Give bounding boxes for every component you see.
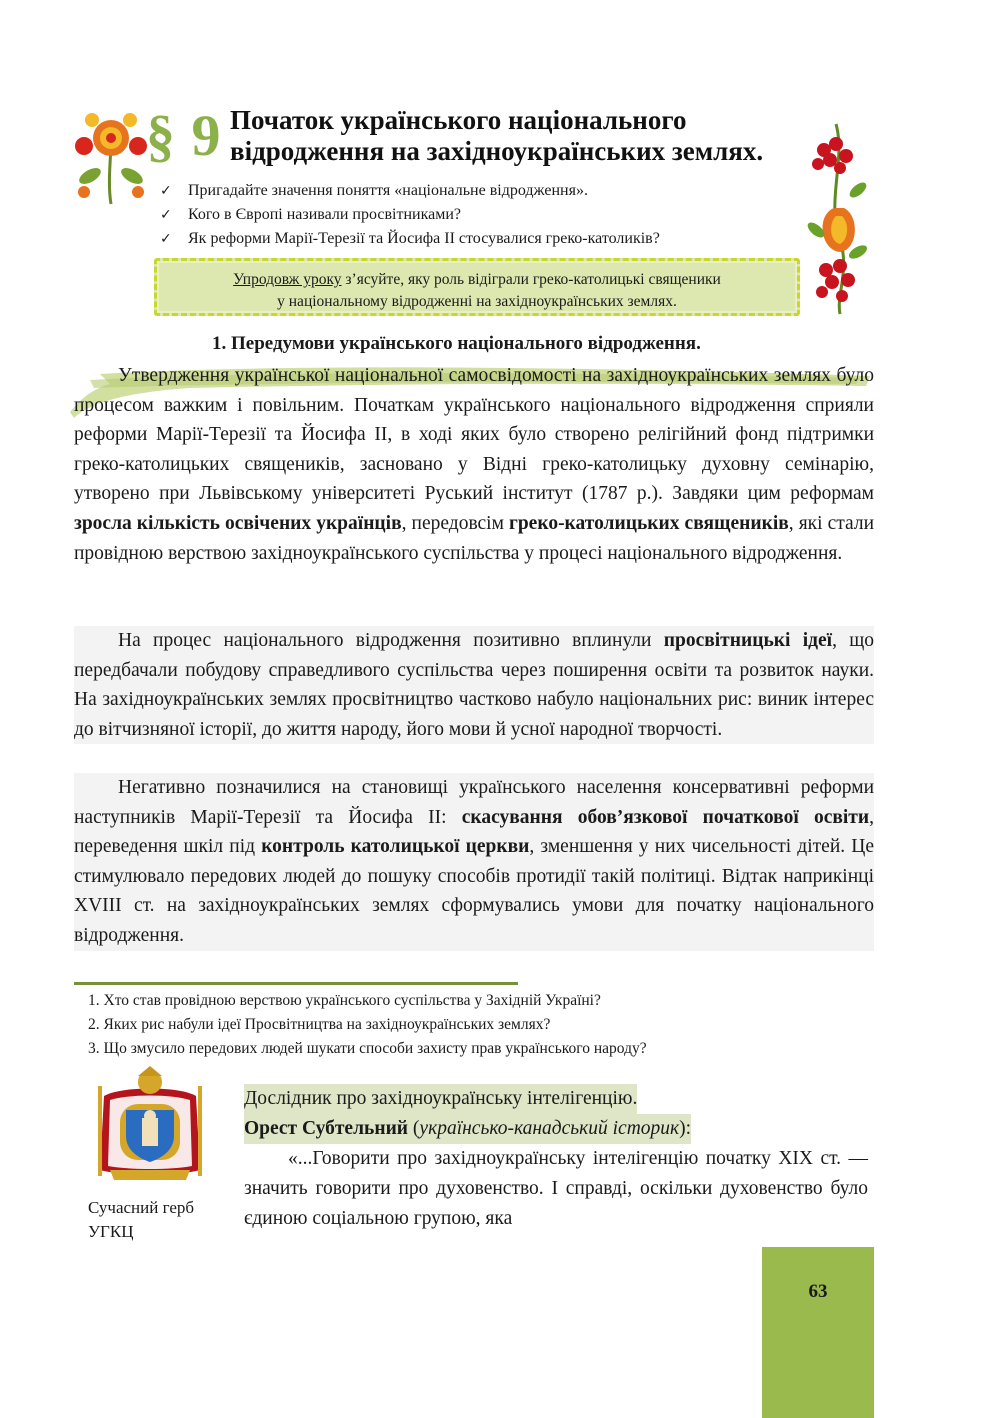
author-role: українсько-канадський історик	[419, 1118, 680, 1139]
title-line-2: відродження на західноукраїнських землях.	[230, 136, 764, 166]
paragraph-number: § 9	[146, 103, 222, 168]
bold-term: скасування обов’язкової початкової освіти	[461, 806, 870, 828]
decorative-flower-ornament	[70, 106, 152, 206]
review-question: 1. Хто став провідною верствою українського суспільства у Західній Україні?	[88, 992, 601, 1009]
paren: ):	[679, 1118, 692, 1139]
image-caption: Сучасний герб УГКЦ	[88, 1198, 195, 1241]
checkmark-icon: ✓	[160, 231, 172, 247]
bold-term: контроль католицької церкви	[261, 836, 530, 858]
recall-question	[160, 203, 800, 227]
recall-question-text: Кого в Європі називали просвітниками?	[188, 206, 461, 223]
recall-question	[160, 179, 800, 203]
body-paragraph-2	[74, 626, 874, 744]
source-intro: Дослідник про західноукраїнську інтелігенцію.	[244, 1084, 637, 1114]
page-number: 63	[808, 1281, 828, 1302]
review-question: 3. Що змусило передових людей шукати способи захисту прав українського народу?	[88, 1040, 647, 1057]
body-paragraph-1	[74, 361, 874, 568]
title-line-1: Початок українського національного	[230, 105, 687, 135]
author-name: Орест Субтельний	[244, 1118, 409, 1139]
recall-question-text: Пригадайте значення поняття «національне відродження».	[188, 182, 588, 199]
paragraph-text: , переведення шкіл під	[74, 806, 874, 858]
paragraph-text: , що передбачали побудову справедливого суспільства через поширення освіти та розвиток науки. На західноукраїнських землях просвітництво частково набуло національних рис: виник інтерес до вітчизняної історії, до життя народу, його мови й усної народної творчості.	[74, 630, 875, 740]
section-heading: 1. Передумови українського національного відродження.	[212, 333, 701, 354]
source-excerpt	[244, 1084, 868, 1234]
review-question: 2. Яких рис набули ідеї Просвітництва на західноукраїнських землях?	[88, 1016, 551, 1033]
lesson-title	[230, 105, 830, 167]
bold-term: просвітницькі ідеї	[663, 630, 833, 651]
coat-of-arms-image	[90, 1066, 210, 1192]
lesson-task-box	[154, 258, 800, 316]
checkmark-icon: ✓	[160, 183, 172, 199]
section-divider	[74, 982, 518, 985]
recall-question-text: Як реформи Марії-Терезії та Йосифа ІІ стосувалися греко-католиків?	[188, 230, 660, 247]
paragraph-text: Утвердження української національної самосвідомості на західноукраїнських землях було процесом важким і повільним. Початкам українського національного відродження сприяли реформи Марії-Терезії та Йосифа ІІ, в ході яких було створено релігійний фонд підтримки греко-католицьких священиків, засновано у Відні греко-католицьку духовну семінарію, утворено при Львівському університеті Руський інститут (1787 р.). Завдяки цим реформам	[74, 365, 874, 505]
paragraph-text: На процес національного відродження позитивно вплинули	[118, 630, 664, 651]
lesson-task-text	[157, 269, 797, 313]
task-line-1: з’ясуйте, яку роль відіграли греко-католицькі священики	[341, 271, 721, 288]
paren: (	[408, 1118, 420, 1139]
source-author-line	[244, 1114, 691, 1144]
source-quote: «...Говорити про західноукраїнську інтелігенцію початку XIX ст. — значить говорити про духовенство. І справді, оскільки духовенство було єдиною соціальною групою, яка	[244, 1148, 868, 1229]
task-line-2: у національному відродженні на західноукраїнських землях.	[277, 293, 677, 310]
paragraph-text: Негативно позначилися на становищі українського населення консервативні реформи наступників Марії-Терезії та Йосифа ІІ:	[74, 777, 874, 828]
review-questions-list	[88, 989, 848, 1061]
recall-question	[160, 227, 800, 251]
recall-questions-list	[160, 179, 800, 251]
paragraph-text: , передовсім	[401, 512, 509, 534]
paragraph-text: , які стали провідною верствою західноукраїнського суспільства у процесі національного відродження.	[74, 512, 874, 564]
page-number-tab	[762, 1247, 874, 1418]
checkmark-icon: ✓	[160, 207, 172, 223]
bold-term: греко-католицьких священиків	[508, 512, 789, 534]
paragraph-text: , зменшення у них чисельності дітей. Це стимулювало передових людей до пошуку способів протидії такій політиці. Відтак наприкінці XVIII ст. на західноукраїнських землях сформувались умови для початку національного відродження.	[74, 836, 874, 946]
body-paragraph-3	[74, 773, 874, 951]
task-underlined-phrase: Упродовж уроку	[233, 271, 342, 288]
bold-term: зросла кількість освічених українців	[74, 512, 402, 534]
